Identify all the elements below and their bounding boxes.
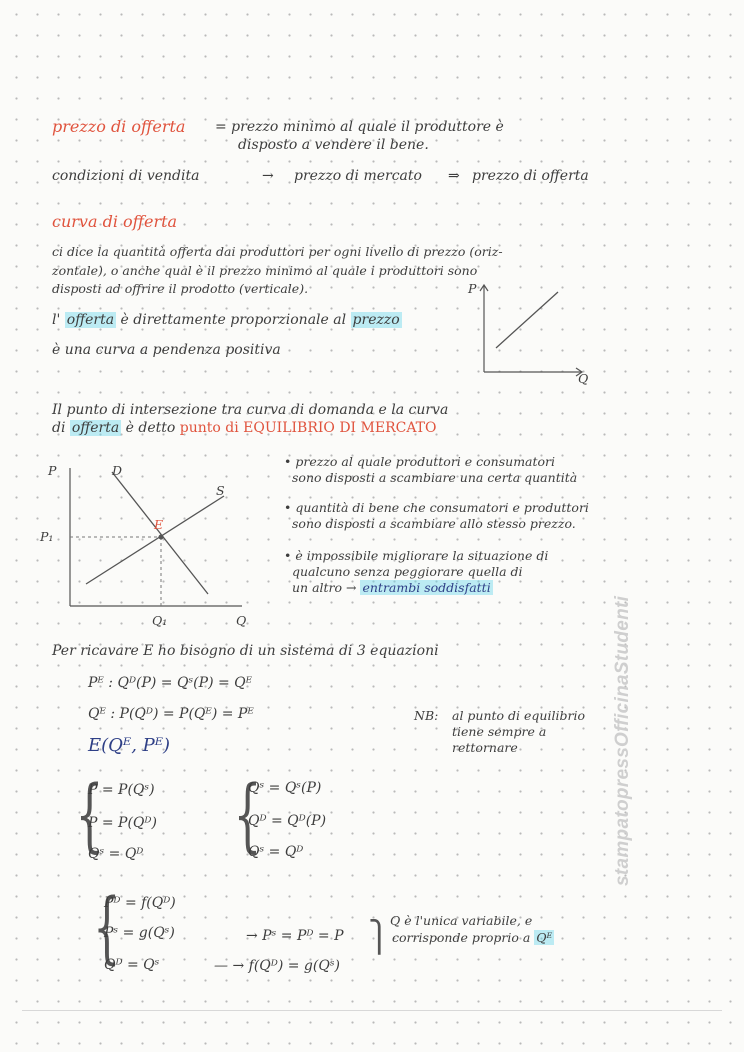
- highlight-offerta: offerta: [71, 420, 120, 436]
- highlight-qe: Qᴱ: [536, 930, 553, 945]
- brace-icon: {: [93, 883, 121, 973]
- system3-arrow-b: — → f(Qᴰ) = g(Qˢ): [214, 958, 340, 974]
- def-line-1: = prezzo minimo al quale il produttore è: [215, 119, 504, 135]
- equilibrium-point: [159, 535, 164, 540]
- condizioni-middle: prezzo di mercato: [294, 168, 422, 184]
- text: è direttamente proporzionale al: [120, 312, 347, 328]
- bullet-3-line-2: qualcuno senza peggiorare quella di: [292, 564, 523, 579]
- graph-x-label: Q: [236, 613, 247, 628]
- supply-line: [86, 496, 224, 584]
- system2-r1: Qˢ = Qˢ(P): [248, 780, 322, 796]
- bullet-1-line-1: • prezzo al quale produttori e consumatori: [284, 454, 556, 469]
- nb-line-1: al punto di equilibrio: [452, 708, 585, 723]
- system3-r1: Pᴰ = f(Qᴰ): [104, 895, 176, 911]
- system2-r3: Qˢ = Qᴰ: [248, 844, 304, 860]
- curva-line-2: zontale), o anche qual è il prezzo minimo al quale i produttori sono: [52, 263, 478, 278]
- equilibrio-line-1: Il punto di intersezione tra curva di domanda e la curva: [52, 402, 449, 418]
- system1-r1: P = P(Qˢ): [88, 782, 155, 798]
- system1-r2: P = P(Qᴰ): [88, 815, 157, 831]
- condizioni-right: prezzo di offerta: [472, 168, 589, 184]
- bracket-icon: ⎫: [368, 920, 391, 955]
- system2-r2: Qᴰ = Qᴰ(P): [248, 813, 327, 829]
- bullet-3-line-1: • è impossibile migliorare la situazione di: [284, 548, 549, 563]
- system3-r2: Pˢ = g(Qˢ): [104, 925, 175, 941]
- arrow-icon: →: [262, 168, 274, 184]
- text: un altro →: [292, 580, 357, 595]
- highlight-offerta: offerta: [66, 312, 115, 328]
- supply-label: S: [216, 483, 225, 498]
- bullet-2-line-2: sono disposti a scambiare allo stesso prezzo.: [292, 516, 576, 531]
- bullet-2-line-1: • quantità di bene che consumatori e produttori: [284, 500, 589, 515]
- brace-icon: {: [233, 768, 262, 861]
- nb-line-3: rettornare: [452, 740, 518, 755]
- bullet-3-line-3: [292, 579, 493, 596]
- text: prezzo al quale produttori e consumatori: [295, 454, 556, 469]
- demand-label: D: [112, 463, 123, 478]
- system1-r3: Qˢ = Qᴰ: [88, 846, 144, 862]
- term-prezzo-offerta: prezzo di offerta: [52, 117, 186, 136]
- mini-supply-graph: [478, 282, 588, 382]
- text: di: [52, 420, 66, 436]
- page-bottom-rule: [22, 1010, 722, 1011]
- punto-equilibrio: punto di EQUILIBRIO DI MERCATO: [179, 420, 437, 436]
- condizioni-left: condizioni di vendita: [52, 168, 200, 184]
- curva-line-4: [52, 312, 402, 329]
- highlight-soddisfatti: entrambi soddisfatti: [362, 580, 491, 595]
- double-arrow-icon: ⇒: [448, 168, 460, 184]
- system3-note-line-2: [392, 929, 554, 946]
- mini-y-label: P: [468, 281, 477, 296]
- equilibrio-line-2: [52, 420, 437, 437]
- watermark: stampatopressOfficinaStudenti: [612, 595, 633, 886]
- e-point: E(Qᴱ, Pᴱ): [88, 735, 171, 756]
- qe-equation: Qᴱ : P(Qᴰ) = P(Qᴱ) = Pᴱ: [88, 706, 254, 722]
- text: l': [52, 312, 61, 328]
- text: quantità di bene che consumatori e produttori: [295, 500, 589, 515]
- point-e-label: E: [154, 517, 164, 532]
- system3-r3: Qᴰ = Qˢ: [104, 957, 160, 973]
- heading-curva-offerta: curva di offerta: [52, 212, 178, 231]
- bullet-1-line-2: sono disposti a scambiare una certa quantità: [292, 470, 578, 485]
- graph-y-label: P: [48, 463, 57, 478]
- brace-icon: {: [75, 768, 104, 861]
- ricavare-line: Per ricavare E ho bisogno di un sistema di 3 equazioni: [52, 643, 439, 659]
- pe-equation: Pᴱ : Qᴰ(P) = Qˢ(P) = Qᴱ: [88, 675, 253, 691]
- system3-arrow-a: → Pˢ = Pᴰ = P: [246, 928, 344, 944]
- text: è detto: [125, 420, 176, 436]
- highlight-prezzo: prezzo: [352, 312, 400, 328]
- curva-line-1: ci dice la quantità offerta dai produttori per ogni livello di prezzo (oriz-: [52, 244, 503, 259]
- demand-line: [112, 472, 208, 594]
- def-line-2: disposto a vendere il bene.: [238, 137, 429, 153]
- supply-line: [496, 292, 558, 348]
- system3-note-line-1: Q è l'unica variabile, e: [390, 913, 533, 928]
- nb-label: NB:: [414, 708, 439, 723]
- text: è impossibile migliorare la situazione di: [295, 548, 549, 563]
- text: corrisponde proprio a: [392, 930, 531, 945]
- equilibrium-graph: [56, 460, 256, 620]
- curva-line-3: disposti ad offrire il prodotto (verticale).: [52, 281, 309, 296]
- curva-line-5: è una curva a pendenza positiva: [52, 342, 281, 358]
- p1-tick: P₁: [40, 529, 54, 544]
- mini-x-label: Q: [578, 371, 589, 386]
- nb-line-2: tiene sempre a: [452, 724, 547, 739]
- q1-tick: Q₁: [152, 613, 168, 628]
